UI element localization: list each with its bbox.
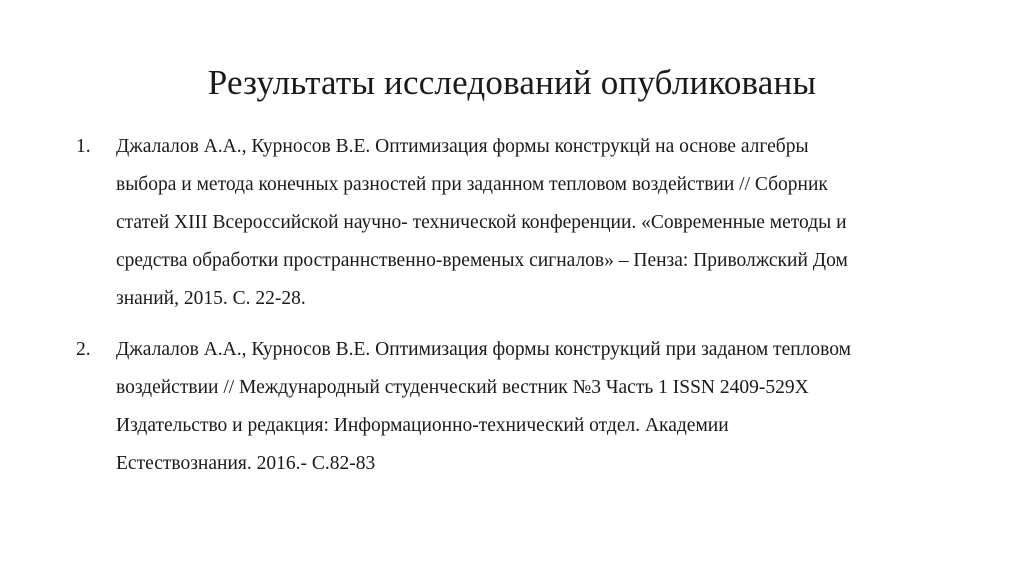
reference-list xyxy=(76,128,956,483)
reference-number: 2. xyxy=(76,339,91,360)
reference-text-line: Естествознания. 2016.- С.82-83 xyxy=(116,453,376,474)
reference-text-line: статей XIII Всероссийской научно- технической конференции. «Современные методы и xyxy=(116,212,847,233)
reference-number: 1. xyxy=(76,136,91,157)
reference-text-line: воздействии // Международный студенческий вестник №3 Часть 1 ISSN 2409-529X xyxy=(116,377,809,398)
reference-text-line: Джалалов А.А., Курносов В.Е. Оптимизация формы конструкцй на основе алгебры xyxy=(116,136,809,157)
reference-text-line: знаний, 2015. С. 22-28. xyxy=(116,288,306,309)
reference-item xyxy=(76,331,956,483)
reference-text-line: выбора и метода конечных разностей при заданном тепловом воздействии // Сборник xyxy=(116,174,828,195)
reference-text-line: Издательство и редакция: Информационно-технический отдел. Академии xyxy=(116,415,729,436)
slide-title: Результаты исследований опубликованы xyxy=(207,63,817,102)
reference-item xyxy=(76,128,956,318)
reference-text-line: Джалалов А.А., Курносов В.Е. Оптимизация формы конструкций при заданом тепловом xyxy=(116,339,851,360)
reference-text-line: средства обработки пространнственно-временых сигналов» – Пенза: Приволжский Дом xyxy=(116,250,848,271)
